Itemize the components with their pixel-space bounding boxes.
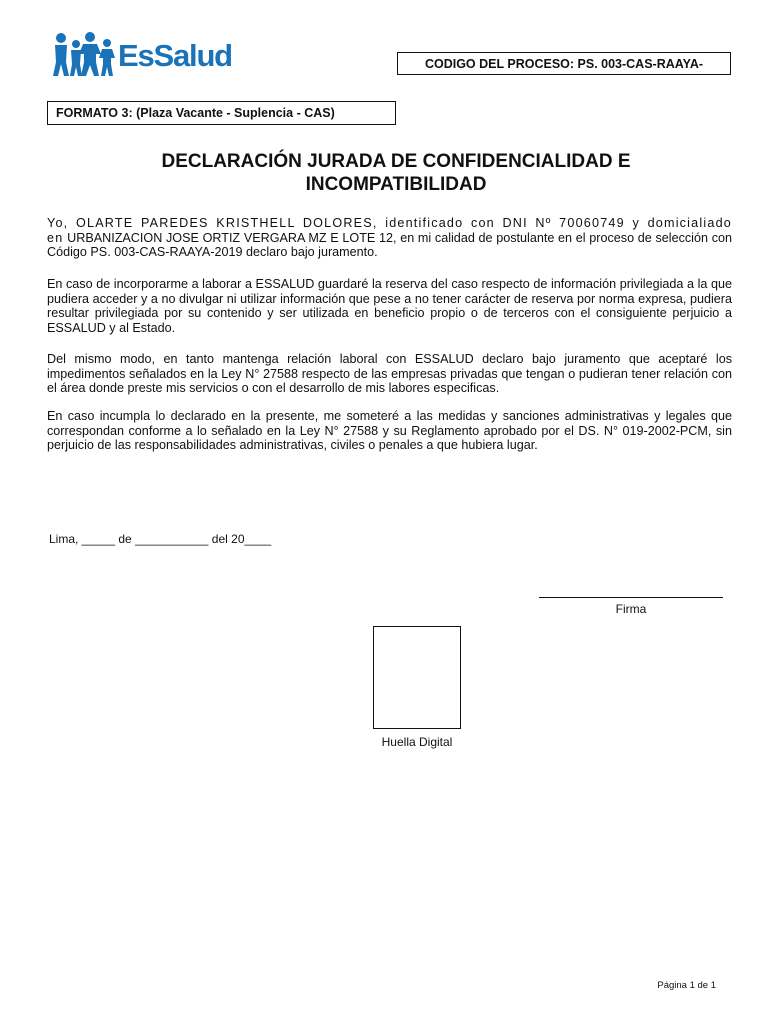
declarant-address: URBANIZACION JOSE ORTIZ VERGARA MZ E LOTE 12, en mi calidad de postulante en el proceso de selección con Código PS. 003-CAS-RAAYA-2019 declaro bajo juramento.: [47, 230, 732, 259]
family-figures-icon: [52, 32, 118, 78]
process-code-box: [397, 52, 731, 75]
declaration-paragraph-1: [47, 216, 732, 260]
declaration-paragraph-2: En caso de incorporarme a laborar a ESSALUD guardaré la reserva del caso respecto de información privilegiada a la que pudiera acceder y a no divulgar ni utilizar información que pese a no tener carácter de reserva por norma expresa, pudiera resultar privilegiada por su contenido y ser utilizada en beneficio propio o de terceros con el consiguiente perjuicio a ESSALUD y al Estado.: [47, 277, 732, 335]
title-line-2: INCOMPATIBILIDAD: [305, 174, 487, 195]
fingerprint-box: [373, 626, 461, 729]
process-code-text: CODIGO DEL PROCESO: PS. 003-CAS-RAAYA-: [424, 56, 704, 71]
title-line-1: DECLARACIÓN JURADA DE CONFIDENCIALIDAD E: [161, 151, 631, 172]
declaration-paragraph-4: En caso incumpla lo declarado en la presente, me someteré a las medidas y sanciones administrativas y legales que correspondan conforme a lo señalado en la Ley N° 27588 y su Reglamento aprobado por el DS. N° 019-2002-PCM, sin perjuicio de las responsabilidades administrativas, civiles o penales a que hubiera lugar.: [47, 409, 732, 452]
signature-line: [539, 597, 723, 598]
document-title: [60, 150, 732, 196]
essalud-logo: [52, 32, 237, 78]
declaration-paragraph-3: Del mismo modo, en tanto mantenga relación laboral con ESSALUD declaro bajo juramento que aceptaré los impedimentos señalados en la Ley N° 27588 respecto de las empresas privadas que tengan o pudieran tener relación con el área donde preste mis servicios o con el desarrollo de mis labores especificas.: [47, 352, 732, 395]
declarant-intro: Yo, OLARTE PAREDES KRISTHELL DOLORES, identificado con DNI Nº 70060749 y domicialiado en: [47, 216, 732, 245]
signature-label: Firma: [615, 602, 647, 616]
fingerprint-label: Huella Digital: [381, 735, 453, 749]
logo-text: EsSalud: [118, 38, 232, 73]
format-label-box: [47, 101, 396, 125]
format-label-text: FORMATO 3: (Plaza Vacante - Suplencia - CAS): [56, 106, 335, 120]
date-line: Lima, _____ de ___________ del 20____: [49, 532, 272, 546]
page-number: Página 1 de 1: [657, 980, 716, 991]
